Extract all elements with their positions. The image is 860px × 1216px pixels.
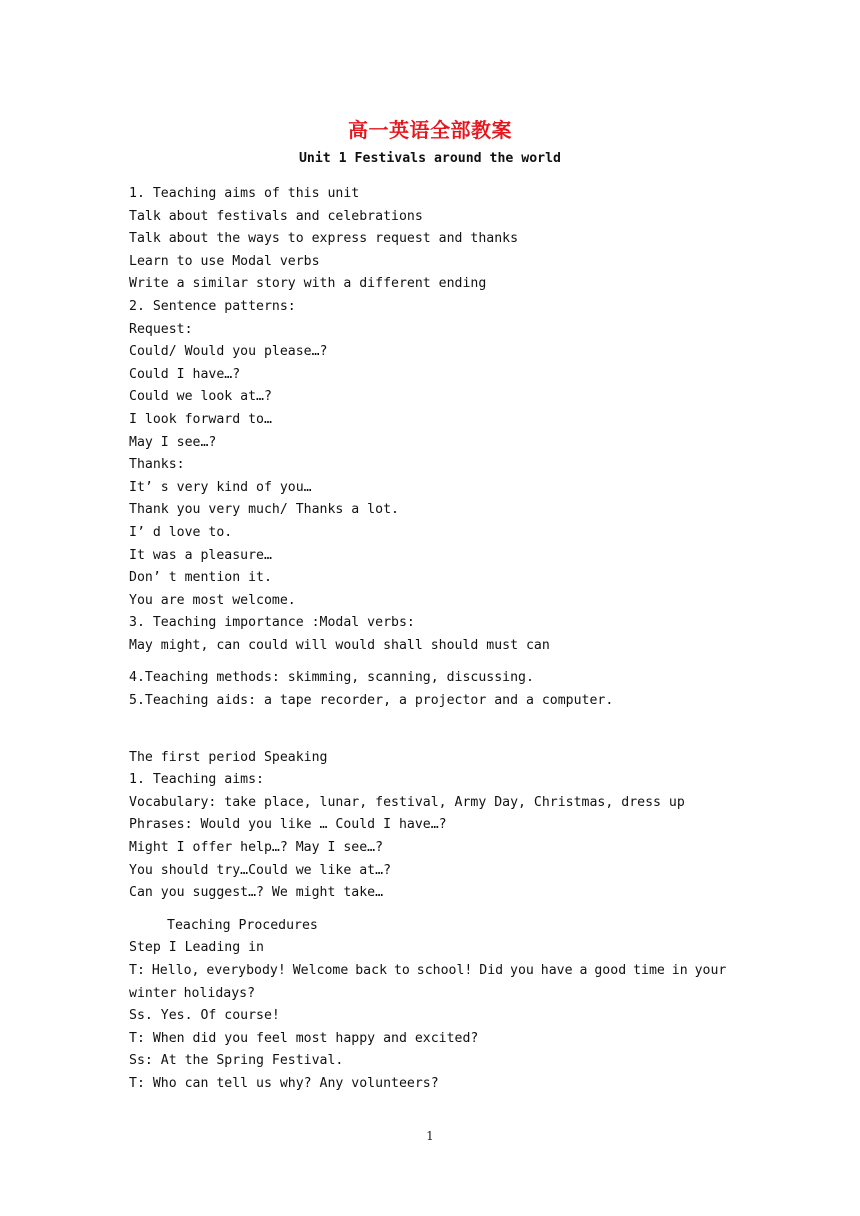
unit-subtitle: Unit 1 Festivals around the world [298, 151, 561, 166]
unit-overview [129, 183, 739, 657]
text-line: Thank you very much/ Thanks a lot. [129, 502, 399, 518]
text-line: Could I have…? [129, 366, 241, 382]
text-line: 1. Teaching aims of this unit [129, 186, 360, 201]
dialogue-line: T: Hello, everybody! Welcome back to school! Did you have a good time in your winter holidays? [129, 963, 727, 1001]
text-line: May might, can could will would shall should must can [129, 637, 550, 653]
dialogue-line: T: Who can tell us why? Any volunteers? [129, 1075, 439, 1091]
procedures-heading: Teaching Procedures [167, 917, 318, 933]
text-line: 3. Teaching importance :Modal verbs: [129, 615, 415, 631]
text-line: Talk about the ways to express request and thanks [129, 231, 519, 247]
page-number: 1 [426, 1129, 434, 1143]
text-line: It’ s very kind of you… [129, 479, 312, 495]
first-period [129, 747, 739, 905]
teaching-procedures [129, 915, 739, 1096]
text-line: Can you suggest…? We might take… [129, 885, 384, 901]
document-body [129, 183, 739, 1096]
text-line: It was a pleasure… [129, 547, 272, 563]
text-line: 1. Teaching aims: [129, 772, 264, 788]
text-line: Don’ t mention it. [129, 570, 272, 586]
text-line: Thanks: [129, 457, 185, 473]
dialogue-line: Ss: At the Spring Festival. [129, 1053, 344, 1069]
text-line: You are most welcome. [129, 592, 296, 608]
text-line: Might I offer help…? May I see…? [129, 840, 384, 856]
text-line: Write a similar story with a different ending [129, 276, 487, 292]
step-heading: Step I Leading in [129, 940, 264, 956]
dialogue-line: Ss. Yes. Of course! [129, 1008, 280, 1024]
methods-and-aids [129, 667, 739, 712]
text-line: Could we look at…? [129, 389, 272, 405]
text-line: Talk about festivals and celebrations [129, 208, 423, 224]
text-line: Request: [129, 321, 193, 337]
text-line: I’ d love to. [129, 524, 233, 540]
text-line: 2. Sentence patterns: [129, 298, 296, 314]
text-line: May I see…? [129, 434, 217, 450]
text-line: 4.Teaching methods: skimming, scanning, discussing. [129, 670, 534, 686]
text-line: I look forward to… [129, 411, 272, 427]
text-line: You should try…Could we like at…? [129, 862, 392, 878]
text-line: 5.Teaching aids: a tape recorder, a projector and a computer. [129, 693, 614, 709]
dialogue-line: T: When did you feel most happy and excited? [129, 1030, 479, 1046]
page-title: 高一英语全部教案 [348, 118, 512, 142]
text-line: Vocabulary: take place, lunar, festival, Army Day, Christmas, dress up [129, 794, 685, 810]
text-line: Phrases: Would you like … Could I have…? [129, 817, 447, 833]
text-line: Could/ Would you please…? [129, 344, 328, 360]
period-heading: The first period Speaking [129, 749, 328, 765]
text-line: Learn to use Modal verbs [129, 253, 320, 269]
